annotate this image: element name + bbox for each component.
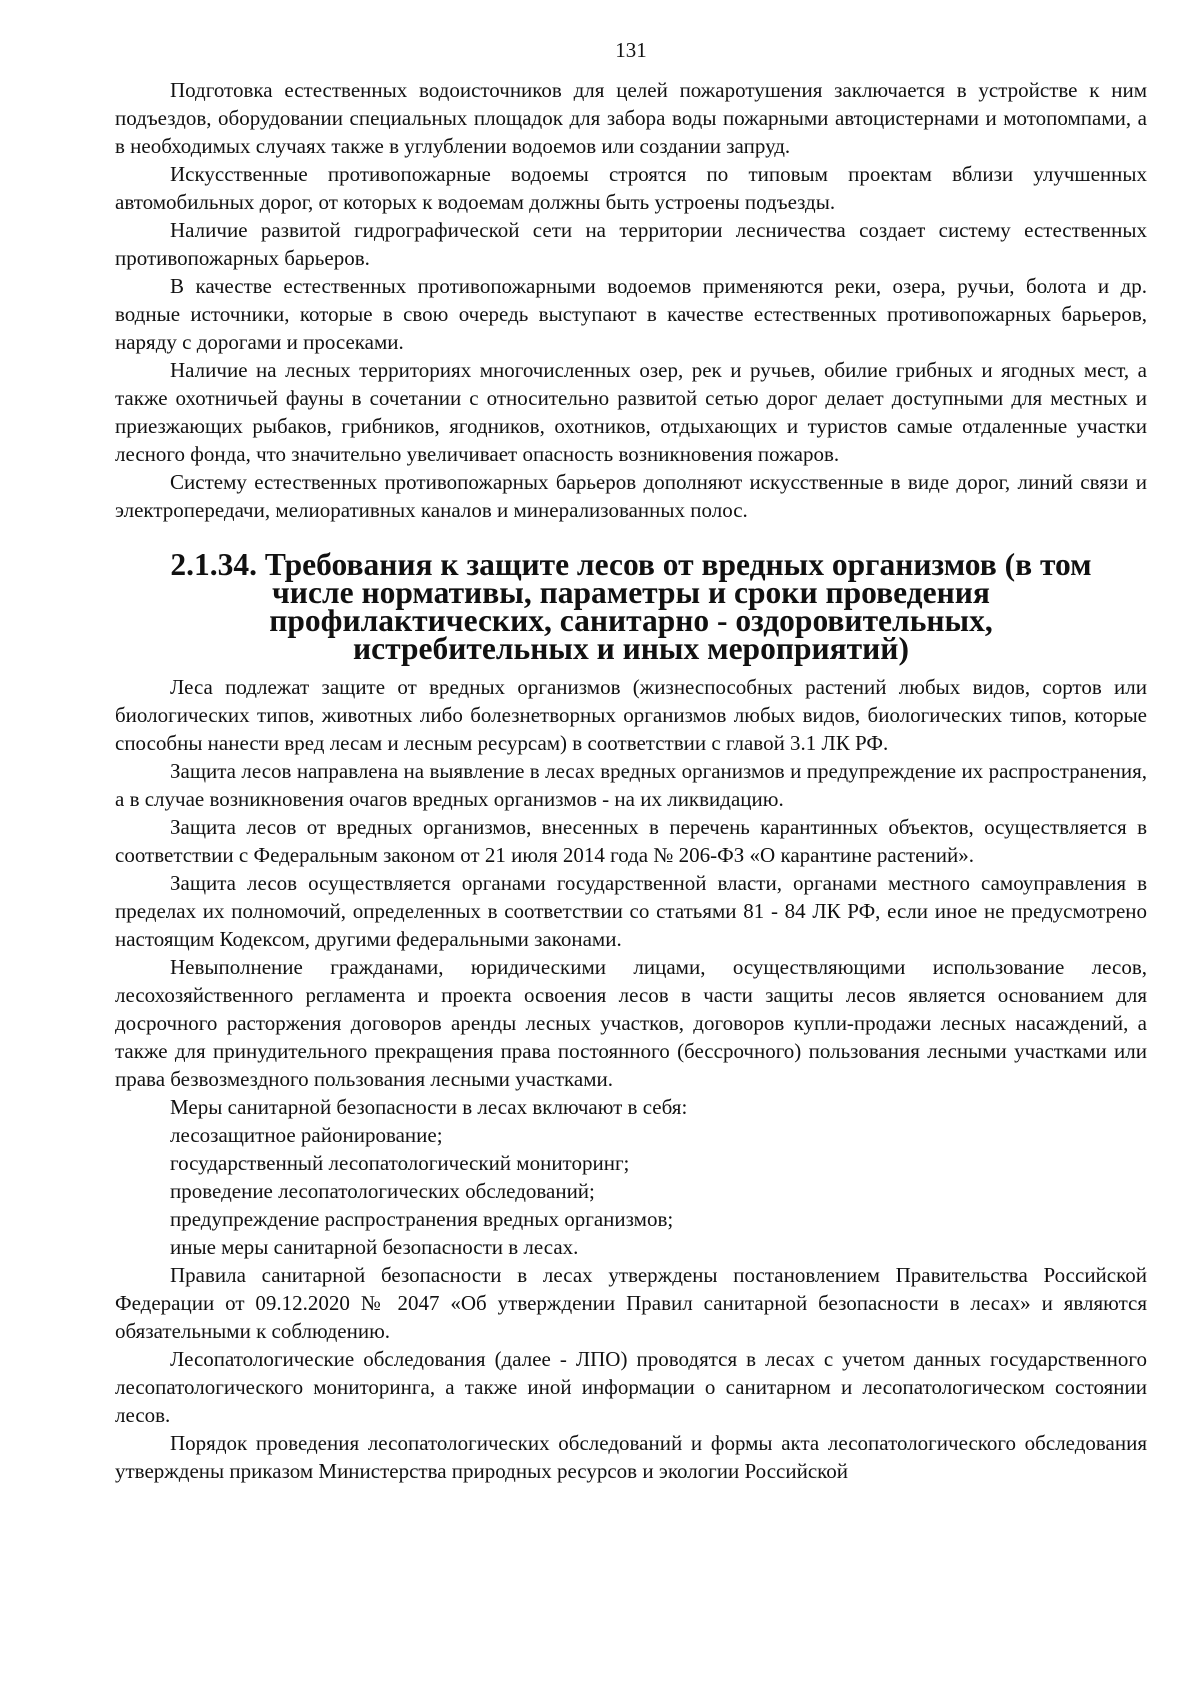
paragraph: Систему естественных противопожарных барьеров дополняют искусственные в виде дорог, линий связи и электропередачи, мелиоративных каналов и минерализованных полос.	[115, 470, 1147, 522]
paragraph: Наличие на лесных территориях многочисленных озер, рек и ручьев, обилие грибных и ягодных мест, а также охотничьей фауны в сочетании с относительно развитой сетью дорог делает доступными для местных и приезжающих рыбаков, грибников, ягодников, охотников, отдыхающих и туристов самые отдаленные участки лесного фонда, что значительно увеличивает опасность возникновения пожаров.	[115, 358, 1147, 466]
list-item: проведение лесопатологических обследований;	[170, 1179, 595, 1203]
list-item: иные меры санитарной безопасности в лесах.	[170, 1235, 579, 1259]
paragraph: Порядок проведения лесопатологических обследований и формы акта лесопатологического обследования утверждены приказом Министерства природных ресурсов и экологии Российской	[115, 1431, 1147, 1483]
document-page	[115, 38, 1147, 1485]
list-item: государственный лесопатологический мониторинг;	[170, 1151, 630, 1175]
section-heading: 2.1.34. Требования к защите лесов от вредных организмов (в том числе нормативы, параметры и сроки проведения профилактических, санитарно - оздоровительных, истребительных и иных мероприятий)	[170, 547, 1092, 666]
paragraph: Меры санитарной безопасности в лесах включают в себя:	[170, 1095, 688, 1119]
paragraph: Защита лесов от вредных организмов, внесенных в перечень карантинных объектов, осуществляется в соответствии с Федеральным законом от 21 июля 2014 года № 206-ФЗ «О карантине растений».	[115, 815, 1147, 867]
paragraph: Защита лесов осуществляется органами государственной власти, органами местного самоуправления в пределах их полномочий, определенных в соответствии со статьями 81 - 84 ЛК РФ, если иное не предусмотрено настоящим Кодексом, другими федеральными законами.	[115, 871, 1147, 951]
paragraph: Подготовка естественных водоисточников для целей пожаротушения заключается в устройстве к ним подъездов, оборудовании специальных площадок для забора воды пожарными автоцистернами и мотопомпами, а в необходимых случаях также в углублении водоемов или создании запруд.	[115, 78, 1147, 158]
paragraph: В качестве естественных противопожарными водоемов применяются реки, озера, ручьи, болота и др. водные источники, которые в свою очередь выступают в качестве естественных противопожарных барьеров, наряду с дорогами и просеками.	[115, 274, 1147, 354]
paragraph: Лесопатологические обследования (далее - ЛПО) проводятся в лесах с учетом данных государственного лесопатологического мониторинга, а также иной информации о санитарном и лесопатологическом состоянии лесов.	[115, 1347, 1147, 1427]
paragraph: Наличие развитой гидрографической сети на территории лесничества создает систему естественных противопожарных барьеров.	[115, 218, 1147, 270]
pest-protection-section	[115, 673, 1147, 1485]
paragraph: Правила санитарной безопасности в лесах утверждены постановлением Правительства Российской Федерации от 09.12.2020 № 2047 «Об утверждении Правил санитарной безопасности в лесах» и являются обязательными к соблюдению.	[115, 1263, 1147, 1343]
page-number: 131	[615, 38, 647, 62]
list-item: предупреждение распространения вредных организмов;	[170, 1207, 674, 1231]
intro-section	[115, 76, 1147, 524]
paragraph: Леса подлежат защите от вредных организмов (жизнеспособных растений любых видов, сортов или биологических типов, животных либо болезнетворных организмов любых видов, биологических типов, которые способны нанести вред лесам и лесным ресурсам) в соответствии с главой 3.1 ЛК РФ.	[115, 675, 1147, 755]
paragraph: Невыполнение гражданами, юридическими лицами, осуществляющими использование лесов, лесохозяйственного регламента и проекта освоения лесов в части защиты лесов является основанием для досрочного расторжения договоров аренды лесных участков, договоров купли-продажи лесных насаждений, а также для принудительного прекращения права постоянного (бессрочного) пользования лесными участками или права безвозмездного пользования лесными участками.	[115, 955, 1147, 1091]
measures-list	[115, 1121, 1147, 1261]
paragraph: Защита лесов направлена на выявление в лесах вредных организмов и предупреждение их распространения, а в случае возникновения очагов вредных организмов - на их ликвидацию.	[115, 759, 1147, 811]
list-item: лесозащитное районирование;	[170, 1123, 443, 1147]
paragraph: Искусственные противопожарные водоемы строятся по типовым проектам вблизи улучшенных автомобильных дорог, от которых к водоемам должны быть устроены подъезды.	[115, 162, 1147, 214]
